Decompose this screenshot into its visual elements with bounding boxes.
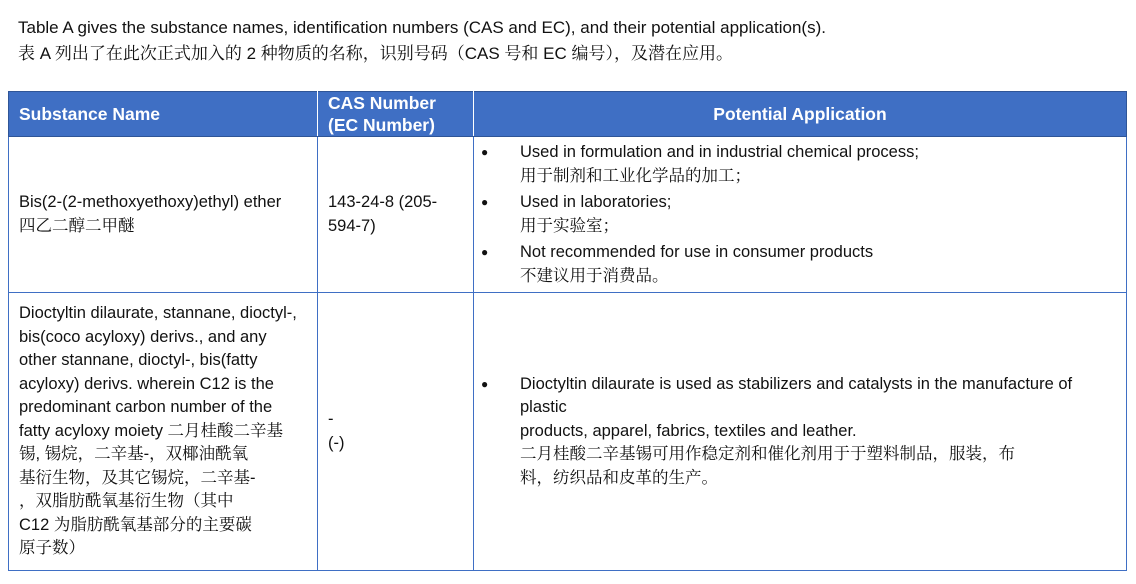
bullet-icon: ● [481,245,489,259]
list-item [481,191,1116,238]
substance-name-line: fatty acyloxy moiety 二月桂酸二辛基 [19,421,284,440]
substance-name-cell [9,137,318,293]
intro-chinese: 表 A 列出了在此次正式加入的 2 种物质的名称，识别号码（CAS 号和 EC 编号），及潜在应用。 [18,44,733,63]
substance-name-english: Bis(2-(2-methoxyethoxy)ethyl) ether [19,193,282,211]
intro-text [18,15,1118,67]
cas-number-line1: 143-24-8 (205- [328,193,438,211]
table-row [9,137,1127,293]
cas-number-line1: - [328,410,334,428]
substance-name-line: 基衍生物，及其它锡烷，二辛基- [19,468,256,487]
substance-name-line: acyloxy) derivs. wherein C12 is the [19,374,274,393]
substance-name-cell [9,293,318,571]
bullet-icon: ● [481,376,489,391]
application-cell [474,137,1127,293]
list-item [481,241,1116,288]
application-english: Used in laboratories; [520,193,672,211]
header-substance-name: Substance Name [9,92,318,137]
table-row [9,293,1127,571]
bullet-icon: ● [481,145,489,159]
substance-name-line: bis(coco acyloxy) derivs., and any [19,327,267,346]
list-item [481,141,1116,188]
cas-number-line2: 594-7) [328,216,376,235]
application-english-line1: Dioctyltin dilaurate is used as stabilizers and catalysts in the manufacture of plastic [520,374,1073,417]
application-english: Used in formulation and in industrial chemical process; [520,143,919,161]
application-chinese: 用于制剂和工业化学品的加工； [520,166,751,185]
cas-number-line2: (-) [328,433,345,452]
header-cas-number [318,92,474,137]
substance-name-line: 原子数） [19,539,85,558]
bullet-icon: ● [481,195,489,209]
application-cell [474,293,1127,571]
application-chinese-line2: 料，纺织品和皮革的生产。 [520,468,718,487]
list-item [481,373,1116,491]
application-english-line2: products, apparel, fabrics, textiles and leather. [520,421,857,440]
application-english: Not recommended for use in consumer products [520,243,874,261]
substance-name-line: Dioctyltin dilaurate, stannane, dioctyl-, [19,304,297,323]
substance-name-line: C12 为脂肪酰氧基部分的主要碳 [19,515,252,534]
application-chinese-line1: 二月桂酸二辛基锡可用作稳定剂和催化剂用于于塑料制品，服装，布 [520,445,1015,464]
application-list [481,141,1116,288]
application-chinese: 用于实验室； [520,216,619,235]
substance-name-line: 锡, 锡烷，二辛基-，双椰油酰氧 [19,445,249,464]
cas-number-cell [318,293,474,571]
intro-english: Table A gives the substance names, identification numbers (CAS and EC), and their potential application(s). [18,18,826,37]
substance-name-line: ，双脂肪酰氧基衍生物（其中 [19,492,234,511]
table-header-row [9,92,1127,137]
substance-name-line: predominant carbon number of the [19,398,273,417]
application-list [481,373,1116,491]
substance-name-chinese: 四乙二醇二甲醚 [19,216,135,235]
substance-table [8,91,1127,571]
header-potential-application: Potential Application [474,92,1127,137]
application-chinese: 不建议用于消费品。 [520,266,669,285]
substance-name-line: other stannane, dioctyl-, bis(fatty [19,351,258,370]
cas-number-cell [318,137,474,293]
header-cas-line1: CAS Number [328,93,436,113]
header-cas-line2: (EC Number) [328,115,435,135]
